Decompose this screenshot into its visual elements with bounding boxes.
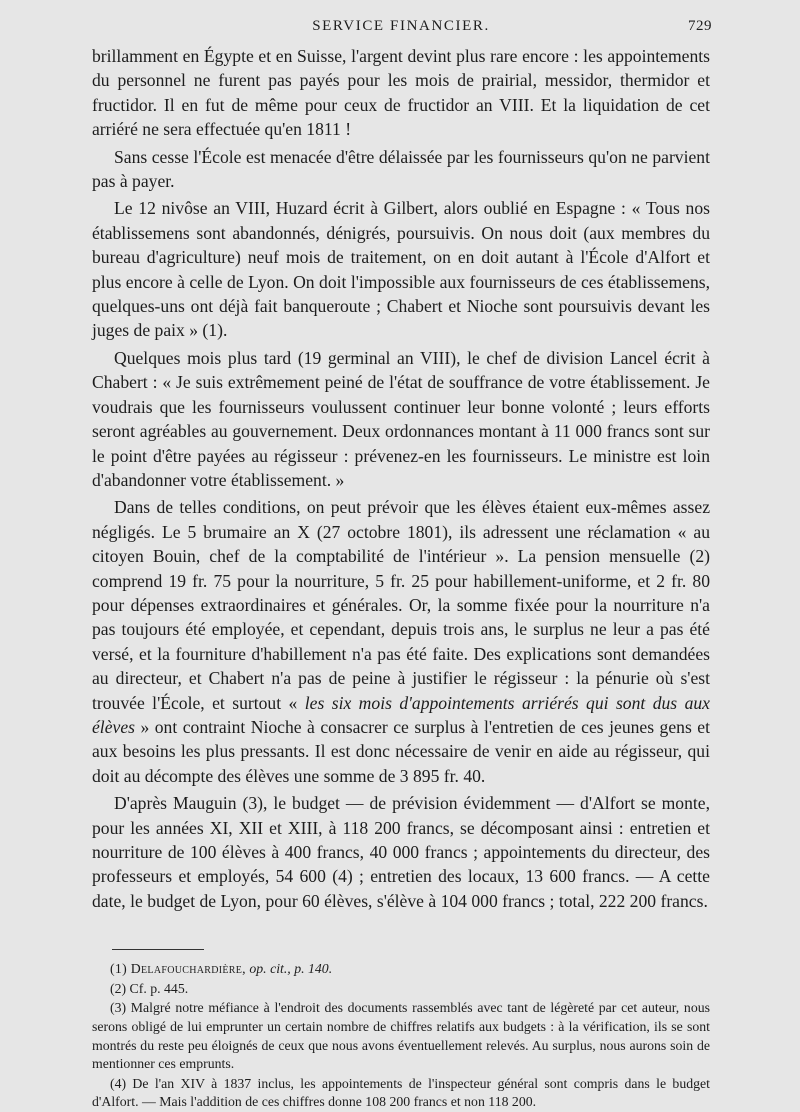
main-text: [92, 44, 710, 913]
paragraph-text: Dans de telles conditions, on peut prévoir que les élèves étaient eux-mêmes assez négligés. Le 5 brumaire an X (27 octobre 1801), ils adressent une réclamation « au citoyen Bouin, chef de la comptabilité de l'intérieur ». La pension mensuelle (2) comprend 19 fr. 75 pour la nourriture, 5 fr. 25 pour habillement-uniforme, et 2 fr. 80 pour dépenses extraordinaires et générales. Or, la somme fixée pour la nourriture n'a pas toujours été employée, et cependant, depuis trois ans, le surplus ne leur a pas été versé, et la fourniture d'habillement n'a pas été faite. Des explications sont demandées au directeur, et Chabert n'a pas de peine à justifier le régisseur : la pénurie où s'est trouvée l'École, et surtout «: [92, 497, 710, 713]
paragraph: Le 12 nivôse an VIII, Huzard écrit à Gilbert, alors oublié en Espagne : « Tous nos établissemens sont abandonnés, dénigrés, poursuivis. On nous doit (aux membres du bureau d'agriculture) neuf mois de traitement, on en doit autant à l'École d'Alfort et plus encore à celle de Lyon. On doit l'impossible aux fournisseurs de ces établissemens, quelques-uns ont déjà fait banqueroute ; Chabert et Nioche sont poursuivis devant les juges de paix » (1).: [92, 198, 710, 341]
running-title: SERVICE FINANCIER.: [312, 18, 490, 34]
paragraph: D'après Mauguin (3), le budget — de prévision évidemment — d'Alfort se monte, pour les années XI, XII et XIII, à 118 200 francs, se décomposant ainsi : entretien et nourriture de 100 élèves à 400 francs, 40 000 francs ; appointements du directeur, des professeurs et employés, 54 600 (4) ; entretien des locaux, 13 600 francs. — A cette date, le budget de Lyon, pour 60 élèves, s'élève à 104 000 francs ; total, 222 200 francs.: [92, 793, 710, 911]
page-number: 729: [688, 18, 712, 34]
footnote-author: (1) Delafouchardière,: [110, 961, 246, 977]
footnotes: [92, 960, 710, 1112]
paragraph: [92, 495, 710, 788]
footnote-citation: op. cit., p. 140.: [245, 961, 333, 977]
paragraph-continuation: brillamment en Égypte et en Suisse, l'argent devint plus rare encore : les appointements du personnel ne furent pas payés pour les mois de prairial, messidor, thermidor et fructidor. Il en fut de même pour ceux de fructidor an VIII. Et la liquidation de cet arriéré ne sera effectuée qu'en 1811 !: [92, 46, 710, 140]
footnote: [92, 960, 710, 979]
paragraph-text: » ont contraint Nioche à consacrer ce surplus à l'entretien de ces jeunes gens et aux besoins les plus pressants. Il est donc nécessaire de venir en aide au régisseur, qui doit au décompte des élèves une somme de 3 895 fr. 40.: [92, 716, 710, 786]
footnote: (2) Cf. p. 445.: [110, 980, 189, 996]
running-head: [92, 18, 710, 40]
footnote: (3) Malgré notre méfiance à l'endroit des documents rassemblés avec tant de légèreté par cet auteur, nous serons obligé de lui emprunter un certain nombre de chiffres relatifs aux budgets : à la vérification, ils se sont montrés du reste peu éloignés de ceux que nous avons éventuellement relevés. Au surplus, nous aurons soin de mentionner ces emprunts.: [92, 1000, 710, 1072]
footnote: (4) De l'an XIV à 1837 inclus, les appointements de l'inspecteur général sont compris dans le budget d'Alfort. — Mais l'addition de ces chiffres donne 108 200 francs et non 118 200.: [92, 1075, 710, 1110]
paragraph: Quelques mois plus tard (19 germinal an VIII), le chef de division Lancel écrit à Chabert : « Je suis extrêmement peiné de l'état de souffrance de votre établissement. Je voudrais que les fournisseurs voulussent continuer leur bonne volonté ; leurs efforts seront agréables au gouvernement. Deux ordonnances montant à 11 000 francs sont sur le point d'être payées au régisseur : prévenez-en les fournisseurs. Le ministre est loin d'abandonner votre établissement. »: [92, 347, 710, 490]
footnote-divider: [112, 949, 204, 950]
paragraph: Sans cesse l'École est menacée d'être délaissée par les fournisseurs qu'on ne parvient pas à payer.: [92, 146, 710, 192]
italic-quotation: les six mois d'appointements arriérés qui sont dus aux élèves: [92, 692, 710, 737]
